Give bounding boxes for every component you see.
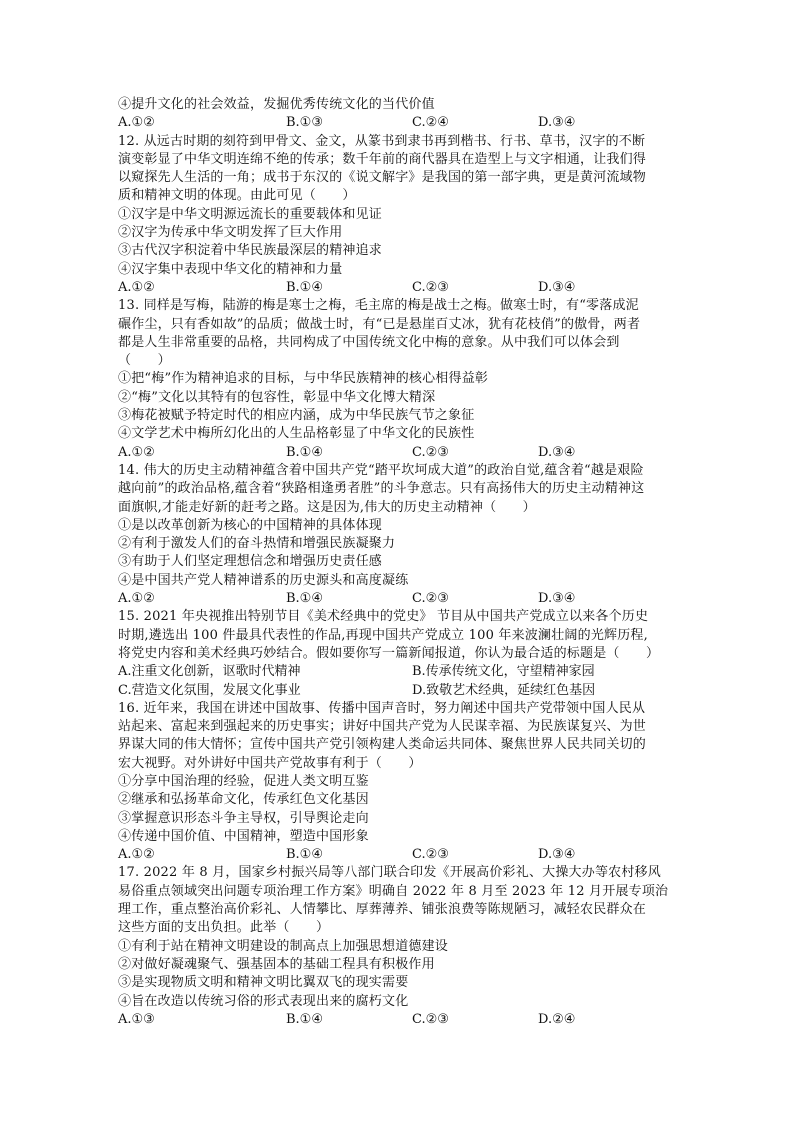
question-stem-line: 以窥探先人生活的一角；成书于东汉的《说文解字》是我国的第一部字典，更是黄河流域物: [118, 170, 647, 186]
question-14: [118, 462, 684, 608]
option-c[interactable]: C.②③: [412, 591, 449, 607]
answer-options: [118, 590, 684, 608]
answer-options: [118, 444, 684, 462]
option-d[interactable]: D.③④: [538, 115, 576, 131]
statement: ②汉字为传承中华文明发挥了巨大作用: [118, 225, 343, 241]
statement: ①把“梅”作为精神追求的目标，与中华民族精神的核心相得益彰: [118, 371, 489, 387]
answer-options: [118, 663, 684, 681]
question-stem-line: 越向前”的政治品格,蕴含着“狭路相逢勇者胜”的斗争意志。只有高扬伟大的历史主动精神这: [118, 481, 645, 497]
statement: ①有利于站在精神文明建设的制高点上加强思想道德建设: [118, 938, 449, 954]
option-c[interactable]: C.②④: [412, 115, 449, 131]
question-stem-line: 这些方面的支出负担。此举（ ）: [118, 920, 330, 936]
statement: ④提升文化的社会效益，发掘优秀传统文化的当代价值: [118, 97, 435, 112]
question-stem-line: 13. 同样是写梅，陆游的梅是寒士之梅，毛主席的梅是战士之梅。做寒士时，有“零落成泥: [118, 298, 639, 314]
question-stem-line: 站起来、富起来到强起来的历史事实；讲好中国共产党为人民谋幸福、为民族谋复兴、为世: [118, 719, 647, 735]
statement: ③古代汉字积淀着中华民族最深层的精神追求: [118, 243, 383, 259]
option-c[interactable]: C.②③: [412, 444, 449, 460]
option-b[interactable]: B.①③: [286, 115, 323, 131]
statement: ③梅花被赋予特定时代的相应内涵，成为中华民族气节之象征: [118, 408, 475, 424]
answer-options: [118, 279, 684, 297]
option-c[interactable]: C.②③: [412, 279, 449, 295]
option-b[interactable]: B.①④: [286, 444, 323, 460]
statement: ②“梅”文化以其特有的包容性，彰显中华文化博大精深: [118, 389, 436, 405]
option-d[interactable]: D.致敬艺术经典，延续红色基因: [412, 682, 596, 698]
question-16: [118, 700, 684, 865]
option-a[interactable]: A.注重文化创新，讴歌时代精神: [118, 664, 301, 680]
option-d[interactable]: D.③④: [538, 444, 576, 460]
question-stem-line: 宏大视野。对外讲好中国共产党故事有利于（ ）: [118, 755, 422, 771]
option-a[interactable]: A.①②: [118, 115, 155, 131]
answer-options: [118, 682, 684, 700]
statement: ①汉字是中华文明源远流长的重要载体和见证: [118, 206, 383, 222]
option-a[interactable]: A.①②: [118, 591, 155, 607]
option-b[interactable]: B.①④: [286, 279, 323, 295]
option-c[interactable]: C.②③: [412, 847, 449, 863]
option-a[interactable]: A.①②: [118, 847, 155, 863]
question-stem-line: 易俗重点领域突出问题专项治理工作方案》明确自 2022 年 8 月至 2023 年 12 月开展专项治: [118, 883, 669, 899]
question-stem-line: 将党史内容和美术经典巧妙结合。假如要你写一篇新闻报道，你认为最合适的标题是（ ）: [118, 645, 660, 661]
statement: ③是实现物质文明和精神文明比翼双飞的现实需要: [118, 975, 409, 991]
answer-options: [118, 114, 684, 132]
statement: ②有利于激发人们的奋斗热情和增强民族凝聚力: [118, 536, 396, 552]
question-stem-line: 时期,遴选出 100 件最具代表性的作品,再现中国共产党成立 100 年来波澜壮阔的光辉历程,: [118, 627, 648, 643]
question-12: [118, 133, 684, 298]
question-stem-line: 质和精神文明的体现。由此可见（ ）: [118, 188, 356, 204]
question-stem-line: 16. 近年来，我国在讲述中国故事、传播中国声音时，努力阐述中国共产党带领中国人民从: [118, 700, 646, 716]
option-d[interactable]: D.③④: [538, 279, 576, 295]
option-a[interactable]: A.①③: [118, 1011, 155, 1027]
question-17: [118, 864, 684, 1029]
option-b[interactable]: B.①④: [286, 847, 323, 863]
option-d[interactable]: D.③④: [538, 847, 576, 863]
option-a[interactable]: A.①②: [118, 444, 155, 460]
question-stem-line: 演变彰显了中华文明连绵不绝的传承；数千年前的商代器具在造型上与文字相通，让我们得: [118, 151, 647, 167]
question-stem-line: 15. 2021 年央视推出特别节目《美术经典中的党史》 节目从中国共产党成立以来各个历史: [118, 609, 649, 625]
question-11-tail: [118, 96, 684, 133]
statement: ①分享中国治理的经验，促进人类文明互鉴: [118, 773, 369, 789]
question-stem-line: 17. 2022 年 8 月，国家乡村振兴局等八部门联合印发《开展高价彩礼、大操大办等农村移风: [118, 865, 661, 881]
statement: ②继承和弘扬革命文化，传承红色文化基因: [118, 792, 369, 808]
question-stem-line: 理工作，重点整治高价彩礼、人情攀比、厚葬薄养、铺张浪费等陈规陋习，减轻农民群众在: [118, 902, 647, 918]
statement: ①是以改革创新为核心的中国精神的具体体现: [118, 517, 383, 533]
exam-page: [118, 96, 684, 1029]
option-d[interactable]: D.③④: [538, 591, 576, 607]
option-d[interactable]: D.②④: [538, 1011, 576, 1027]
question-stem-line: （ ）: [118, 353, 171, 369]
question-stem-line: 界谋大同的伟大情怀；宣传中国共产党引领构建人类命运共同体、聚焦世界人民共同关切的: [118, 737, 647, 753]
question-stem-line: 都是人生非常重要的品格，共同构成了中国传统文化中梅的意象。从中我们可以体会到: [118, 334, 620, 350]
statement: ③有助于人们坚定理想信念和增强历史责任感: [118, 554, 383, 570]
option-b[interactable]: B.①④: [286, 591, 323, 607]
option-b[interactable]: B.①④: [286, 1011, 323, 1027]
question-stem-line: 12. 从远古时期的刻符到甲骨文、金文，从篆书到隶书再到楷书、行书、草书，汉字的不断: [118, 133, 646, 149]
question-13: [118, 297, 684, 462]
option-a[interactable]: A.①②: [118, 279, 155, 295]
statement: ④汉字集中表现中华文化的精神和力量: [118, 261, 343, 277]
question-stem-line: 14. 伟大的历史主动精神蕴含着中国共产党“踏平坎坷成大道”的政治自觉,蕴含着“越是艰险: [118, 462, 644, 478]
statement: ④旨在改造以传统习俗的形式表现出来的腐朽文化: [118, 993, 409, 1009]
option-b[interactable]: B.传承传统文化，守望精神家园: [412, 664, 595, 680]
option-c[interactable]: C.营造文化氛围，发展文化事业: [118, 682, 301, 698]
statement: ④是中国共产党人精神谱系的历史源头和高度凝练: [118, 572, 409, 588]
statement: ④传递中国价值、中国精神，塑造中国形象: [118, 828, 369, 844]
option-c[interactable]: C.②③: [412, 1011, 449, 1027]
answer-options: [118, 1011, 684, 1029]
statement: ③掌握意识形态斗争主导权，引导舆论走向: [118, 810, 369, 826]
question-stem-line: 碾作尘，只有香如故”的品质；做战士时，有“已是悬崖百丈冰，犹有花枝俏”的傲骨，两者: [118, 316, 641, 332]
statement: ④文学艺术中梅所幻化出的人生品格彰显了中华文化的民族性: [118, 426, 475, 442]
answer-options: [118, 846, 684, 864]
question-stem-line: 面旗帜,才能走好新的赶考之路。这是因为,伟大的历史主动精神（ ）: [118, 499, 536, 515]
question-15: [118, 608, 684, 699]
statement: ②对做好凝魂聚气、强基固本的基础工程具有积极作用: [118, 956, 435, 972]
